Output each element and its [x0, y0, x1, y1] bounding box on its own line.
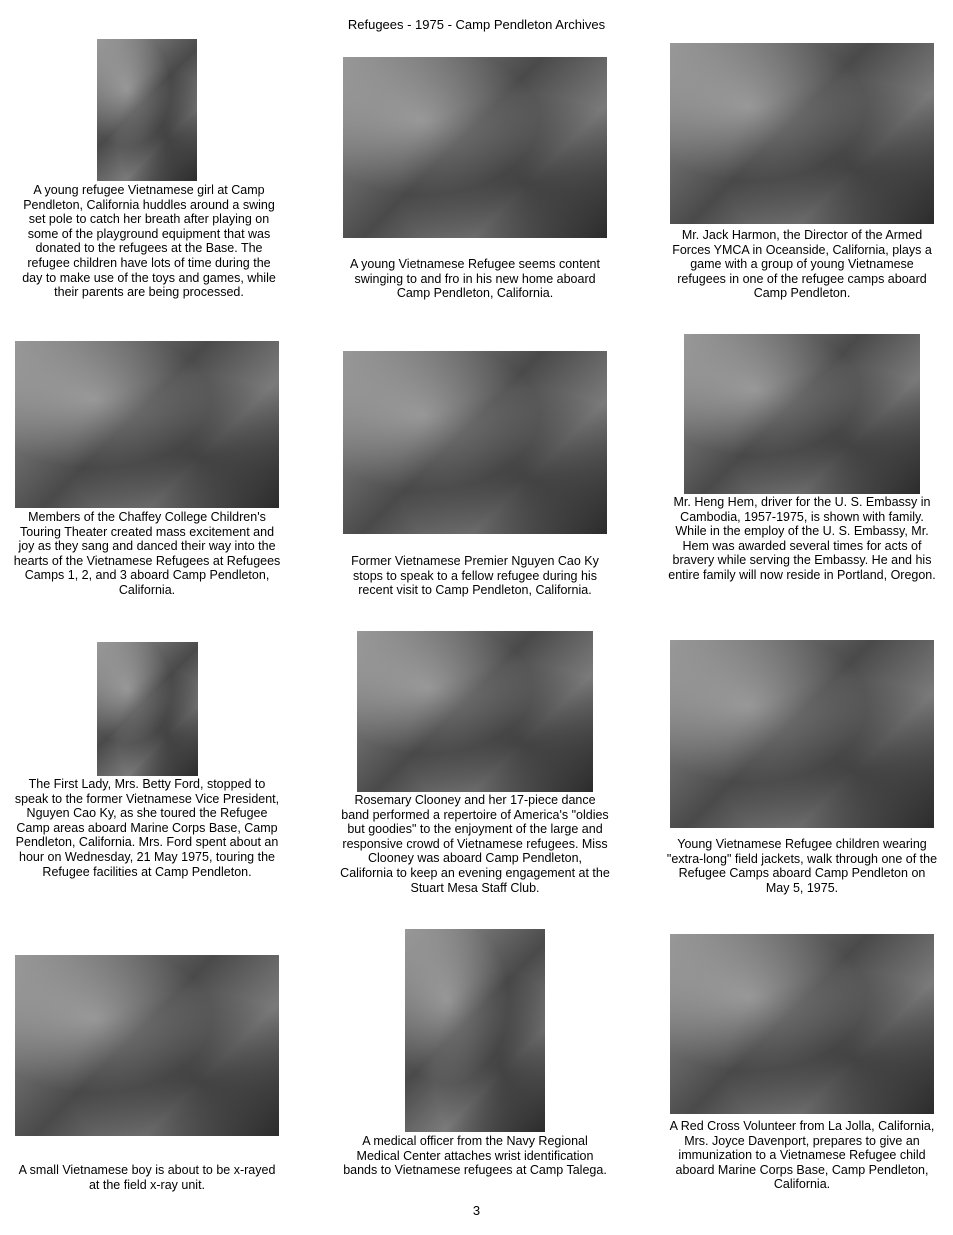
photo-nguyen-cao-ky [343, 351, 607, 534]
photo-rosemary-clooney [357, 631, 593, 792]
caption-nguyen-cao-ky: Former Vietnamese Premier Nguyen Cao Ky stops to speak to a fellow refugee during his recent visit to Camp Pendleton, California. [351, 554, 599, 598]
caption-rosemary-clooney: Rosemary Clooney and her 17-piece dance band performed a repertoire of America's "oldies but goodies" to the enjoyment of the large and responsive crowd of Vietnamese refugees. Miss Clooney was aboard Camp Pendleton, California to keep an evening engagement at the Stuart Mesa Staff Club. [340, 793, 610, 895]
photo-heng-hem [684, 334, 920, 494]
caption-wrist-bands: A medical officer from the Navy Regional Medical Center attaches wrist identification bands to Vietnamese refugees at Camp Talega. [343, 1134, 607, 1178]
page-title: Refugees - 1975 - Camp Pendleton Archives [347, 17, 606, 32]
caption-red-cross: A Red Cross Volunteer from La Jolla, California, Mrs. Joyce Davenport, prepares to give an immunization to a Vietnamese Refugee child aboard Marine Corps Base, Camp Pendleton, California. [669, 1119, 935, 1192]
photo-x-ray [15, 955, 279, 1136]
caption-ymca-game: Mr. Jack Harmon, the Director of the Armed Forces YMCA in Oceanside, California, plays a game with a group of young Vietnamese refugees in one of the refugee camps aboard Camp Pendleton. [672, 228, 932, 301]
caption-x-ray: A small Vietnamese boy is about to be x-rayed at the field x-ray unit. [18, 1163, 276, 1192]
photo-red-cross [670, 934, 934, 1114]
photo-ymca-game [670, 43, 934, 224]
caption-betty-ford: The First Lady, Mrs. Betty Ford, stopped to speak to the former Vietnamese Vice President, Nguyen Cao Ky, as she toured the Refugee Camp areas aboard Marine Corps Base, Camp Pendleton, California. Mrs. Ford spent about an hour on Wednesday, 21 May 1975, touring the Refugee facilities at Camp Pendleton. [14, 777, 280, 879]
caption-heng-hem: Mr. Heng Hem, driver for the U. S. Embassy in Cambodia, 1957-1975, is shown with family. While in the employ of the U. S. Embassy, Mr. Hem was awarded several times for acts of bravery while serving the Embassy. He and his entire family will now reside in Portland, Oregon. [668, 495, 936, 582]
caption-boy-hammock: A young Vietnamese Refugee seems content swinging to and fro in his new home aboard Camp Pendleton, California. [350, 257, 600, 301]
photo-field-jackets [670, 640, 934, 828]
photo-wrist-bands [405, 929, 545, 1132]
photo-girl-swing-pole [97, 39, 197, 181]
caption-girl-swing-pole: A young refugee Vietnamese girl at Camp Pendleton, California huddles around a swing set pole to catch her breath after playing on some of the playground equipment that was donated to the refugees at the Base. The refugee children have lots of time during the day to make use of the toys and games, while their parents are being processed. [22, 183, 276, 300]
photo-boy-hammock [343, 57, 607, 238]
photo-betty-ford [97, 642, 198, 776]
caption-field-jackets: Young Vietnamese Refugee children wearing "extra-long" field jackets, walk through one of the Refugee Camps aboard Camp Pendleton on May 5, 1975. [666, 837, 938, 895]
page-number: 3 [472, 1203, 481, 1218]
caption-touring-theater: Members of the Chaffey College Children's Touring Theater created mass excitement and joy as they sang and danced their way into the hearts of the Vietnamese Refugees at Refugees Camps 1, 2, and 3 aboard Camp Pendleton, California. [13, 510, 281, 597]
photo-touring-theater [15, 341, 279, 508]
